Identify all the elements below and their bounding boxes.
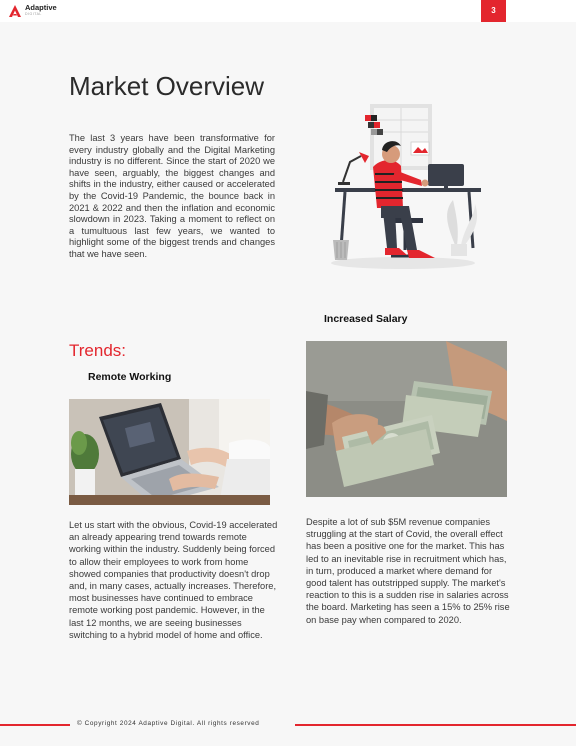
page-title: Market Overview bbox=[69, 71, 265, 101]
remote-working-photo bbox=[69, 399, 270, 505]
increased-salary-photo bbox=[306, 341, 507, 497]
footer-copyright: © Copyright 2024 Adaptive Digital. All rights reserved bbox=[77, 720, 260, 727]
brand-logo bbox=[8, 4, 57, 18]
cash-hands-image bbox=[306, 341, 507, 497]
trends-heading: Trends: bbox=[69, 341, 127, 360]
brand-name: Adaptive bbox=[25, 3, 57, 12]
increased-salary-label: Increased Salary bbox=[324, 313, 408, 325]
page-number: 3 bbox=[481, 0, 506, 22]
intro-paragraph: The last 3 years have been transformative for every industry globally and the Digital Marketing industry is no different. Since the start of 2020 we have seen, arguably, the biggest changes and shifts in the industry, either caused or accelerated by the Covid-19 Pandemic, the bounce back in 2021 & 2022 and then the inflation and economic slowdown in 2023. Taking a moment to reflect on a tumultuous last few years, we wanted to highlight some of the biggest trends and changes that we have seen. bbox=[69, 133, 275, 259]
increased-salary-text: Despite a lot of sub $5M revenue companies struggling at the start of Covid, the overall effect has been a positive one for the market. This has led to an inevitable rise in recruitment which has, in turn, produced a market where demand for good talent has outstripped supply. The market's reaction to this is a sudden rise in salaries across the board. Marketing has seen a 15% to 25% rise on base pay when compared to 2020. bbox=[306, 517, 510, 625]
remote-working-label: Remote Working bbox=[88, 371, 172, 383]
adaptive-logo-icon bbox=[8, 4, 22, 18]
brand-subtitle: DIGITAL bbox=[25, 11, 42, 16]
desk-worker-illustration bbox=[325, 100, 485, 272]
remote-working-text: Let us start with the obvious, Covid-19 accelerated an already appearing trend towards remote working within the industry. Suddenly being forced to allow their employees to work from home showed companies that productivity doesn't drop and, in many cases, actually increases. Therefore, most businesses have continued to embrace remote working post pandemic. However, in the last 12 months, we are seeing businesses switching to a hybrid model of home and office. bbox=[69, 520, 278, 640]
laptop-work-image bbox=[69, 399, 270, 505]
footer-line-left bbox=[0, 724, 70, 726]
footer-line-right bbox=[295, 724, 576, 726]
top-bar bbox=[0, 0, 576, 22]
